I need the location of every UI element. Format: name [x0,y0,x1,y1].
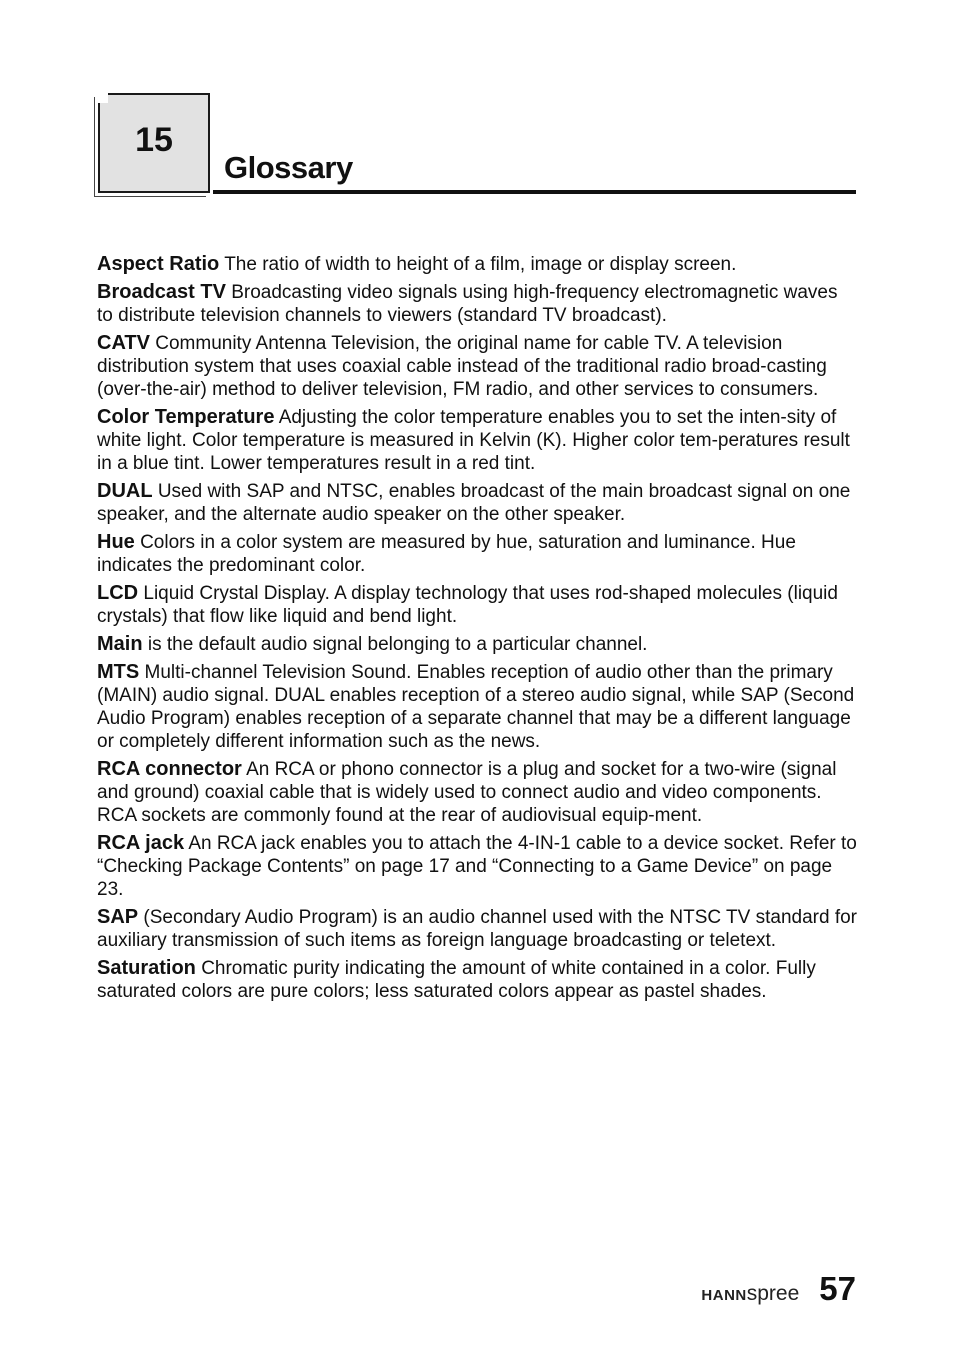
glossary-entry [97,531,857,577]
glossary-entry [97,253,857,276]
chapter-number: 15 [135,121,173,159]
glossary-entry [97,281,857,327]
glossary-definition: (Secondary Audio Program) is an audio channel used with the NTSC TV standard for auxiliary transmission of such items as foreign language broadcasting or teletext. [97,907,857,951]
glossary-term: Color Temperature [97,406,275,428]
glossary-definition: Chromatic purity indicating the amount of white contained in a color. Fully saturated colors are pure colors; less saturated colors appear as pastel shades. [97,958,816,1002]
page-footer [701,1270,856,1308]
glossary-definition: An RCA jack enables you to attach the 4-IN-1 cable to a device socket. Refer to “Checking Package Contents” on page 17 and “Connecting to a Game Device” on page 23. [97,833,857,900]
glossary-definition: Used with SAP and NTSC, enables broadcast of the main broadcast signal on one speaker, and the alternate audio speaker on the other speaker. [97,481,851,525]
glossary-definition: Community Antenna Television, the original name for cable TV. A television distribution system that uses coaxial cable instead of the traditional radio broad-casting (over-the-air) method to deliver television, FM radio, and other services to consumers. [97,333,827,400]
glossary-term: RCA jack [97,832,185,854]
glossary-entry [97,832,857,901]
glossary-term: CATV [97,332,150,354]
glossary-definition: The ratio of width to height of a film, image or display screen. [224,254,737,275]
glossary-entry [97,758,857,827]
glossary-term: Aspect Ratio [97,253,220,275]
brand-logo-light: spree [746,1282,800,1305]
glossary-definition: An RCA or phono connector is a plug and socket for a two-wire (signal and ground) coaxial cable that is widely used to connect audio and video components. RCA sockets are commonly found at the rear of audiovisual equip-ment. [97,759,837,826]
glossary-term: SAP [97,906,139,928]
brand-logo [701,1282,799,1306]
page-number: 57 [819,1270,856,1307]
glossary-entry [97,633,857,656]
glossary-entry [97,582,857,628]
glossary-term: RCA connector [97,758,242,780]
glossary-definition: is the default audio signal belonging to a particular channel. [147,634,648,655]
glossary-entry [97,480,857,526]
glossary-term: LCD [97,582,139,604]
glossary-list [97,253,857,1008]
glossary-definition: Adjusting the color temperature enables you to set the inten-sity of white light. Color temperature is measured in Kelvin (K). Higher color tem-peratures result in a blue tint. Lower temperatures result in a red tint. [97,407,850,474]
glossary-term: MTS [97,661,140,683]
chapter-box-corner-notch [98,93,108,103]
glossary-term: Broadcast TV [97,281,226,303]
glossary-definition: Broadcasting video signals using high-frequency electromagnetic waves to distribute television channels to viewers (standard TV broadcast). [97,282,838,326]
chapter-number-box [98,93,210,193]
glossary-term: Saturation [97,957,196,979]
glossary-entry [97,906,857,952]
glossary-entry [97,957,857,1003]
chapter-title: Glossary [224,150,353,185]
glossary-term: Main [97,633,143,655]
glossary-definition: Multi-channel Television Sound. Enables reception of audio other than the primary (MAIN) audio signal. DUAL enables reception of a stereo audio signal, while SAP (Second Audio Program) enables reception of a separate channel that may be a different language or completely different information such as the news. [97,662,855,752]
glossary-entry [97,661,857,753]
brand-logo-bold: HANN [701,1287,747,1304]
glossary-entry [97,406,857,475]
glossary-definition: Colors in a color system are measured by hue, saturation and luminance. Hue indicates the predominant color. [97,532,796,576]
glossary-term: DUAL [97,480,153,502]
glossary-term: Hue [97,531,135,553]
glossary-definition: Liquid Crystal Display. A display technology that uses rod-shaped molecules (liquid crystals) that flow like liquid and bend light. [97,583,838,627]
title-underline [213,190,856,194]
glossary-entry [97,332,857,401]
